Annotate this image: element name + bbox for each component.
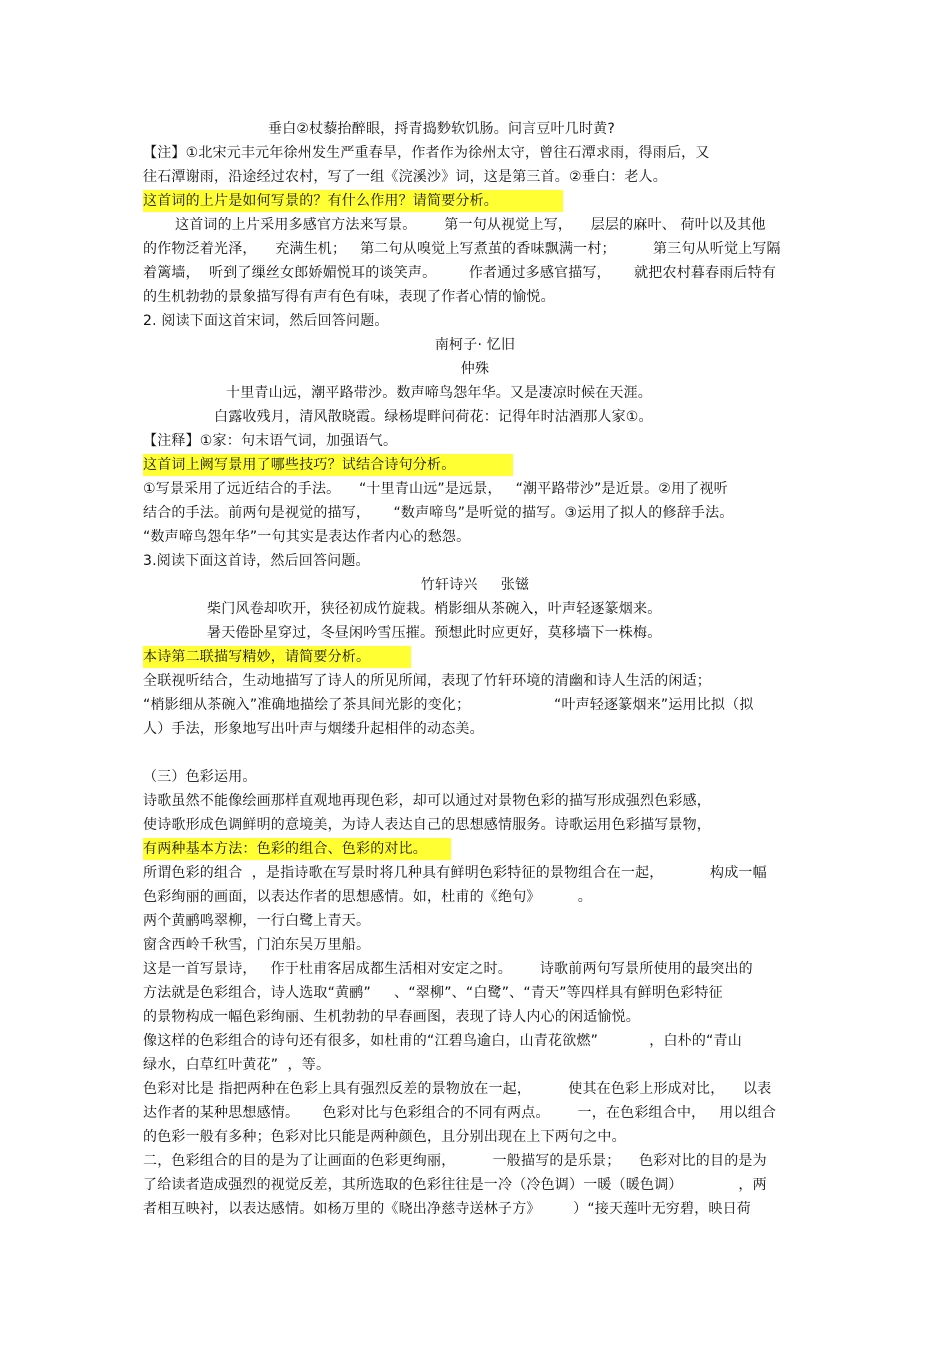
note-line: 往石潭谢雨，沿途经过农村，写了一组《浣溪沙》词，这是第三首。②垂白：老人。 <box>143 169 667 185</box>
body-line: 绿水，白草红叶黄花” ，等。 <box>143 1057 331 1073</box>
body-line: 的色彩一般有多种；色彩对比只能是两种颜色，且分别出现在上下两句之中。 <box>143 1129 626 1145</box>
poem-author: 仲殊 <box>460 361 490 377</box>
poem-title: 南柯子· 忆旧 <box>434 337 516 353</box>
poem-line: 垂白②杖藜抬醉眼，捋青捣麨软饥肠。问言豆叶几时黄? <box>268 121 615 137</box>
question-highlighted: 这首词的上片是如何写景的？有什么作用？请简要分析。 <box>143 193 498 209</box>
body-line: 色彩绚丽的画面，以表达作者的思想感情。如，杜甫的《绝句》 。 <box>143 889 592 905</box>
answer-line: ①写景采用了远近结合的手法。 “十里青山远”是远景， “潮平路带沙”是近景。②用了视听 <box>143 481 728 497</box>
note-line: 【注】①北宋元丰元年徐州发生严重春旱，作者作为徐州太守，曾往石潭求雨，得雨后，又 <box>143 145 710 161</box>
body-line: 者相互映衬，以表达感情。如杨万里的《晓出净慈寺送林子方》 ）“接天莲叶无穷碧，映日荷 <box>143 1201 752 1217</box>
poem-line: 柴门风卷却吹开，狭径初成竹旋栽。梢影细从茶碗入，叶声轻逐篆烟来。 <box>207 601 662 617</box>
poem-line: 暑天倦卧星穿过，冬昼闲吟雪压摧。预想此时应更好，莫移墙下一株梅。 <box>207 625 662 641</box>
body-line: 像这样的色彩组合的诗句还有很多，如杜甫的“江碧鸟逾白，山青花欲燃” ，白朴的“青山 <box>143 1033 742 1049</box>
question-highlighted: 这首词上阙写景用了哪些技巧？试结合诗句分析。 <box>143 457 456 473</box>
poem-line: 两个黄鹂鸣翠柳，一行白鹭上青天。 <box>143 913 371 929</box>
question-heading: 3.阅读下面这首诗，然后回答问题。 <box>143 553 370 569</box>
answer-line: 着篱墙， 听到了缫丝女郎娇媚悦耳的谈笑声。 作者通过多感官描写， 就把农村暮春雨后特有 <box>143 265 777 281</box>
answer-line: 结合的手法。前两句是视觉的描写， “数声啼鸟”是听觉的描写。③运用了拟人的修辞手法。 <box>143 505 734 521</box>
poem-line: 窗含西岭千秋雪，门泊东吴万里船。 <box>143 937 371 953</box>
body-line: 方法就是色彩组合，诗人选取“黄鹂” 、“翠柳”、“白鹭”、“青天”等四样具有鲜明色彩特征 <box>143 985 723 1001</box>
answer-line: “数声啼鸟怨年华”一句其实是表达作者内心的愁怨。 <box>143 529 471 545</box>
note-line: 【注释】①家：句末语气词，加强语气。 <box>143 433 398 449</box>
body-line: 色彩对比是 指把两种在色彩上具有强烈反差的景物放在一起， 使其在色彩上形成对比， 以表 <box>143 1081 772 1097</box>
body-line: 使诗歌形成色调鲜明的意境美，为诗人表达自己的思想感情服务。诗歌运用色彩描写景物， <box>143 817 711 833</box>
answer-line: 的生机勃勃的景象描写得有声有色有味，表现了作者心情的愉悦。 <box>143 289 555 305</box>
body-line: 所谓色彩的组合 ，是指诗歌在写景时将几种具有鲜明色彩特征的景物组合在一起， 构成一幅 <box>143 865 767 881</box>
body-line: 二，色彩组合的目的是为了让画面的色彩更绚丽， 一般描写的是乐景； 色彩对比的目的是为 <box>143 1153 767 1169</box>
body-line: 这是一首写景诗， 作于杜甫客居成都生活相对安定之时。 诗歌前两句写景所使用的最突出的 <box>143 961 753 977</box>
question-highlighted: 本诗第二联描写精妙，请简要分析。 <box>143 649 371 665</box>
question-heading: 2. 阅读下面这首宋词，然后回答问题。 <box>143 313 389 329</box>
answer-line: 人）手法，形象地写出叶声与烟缕升起相伴的动态美。 <box>143 721 484 737</box>
answer-line: 全联视听结合，生动地描写了诗人的所见所闻，表现了竹轩环境的清幽和诗人生活的闲适； <box>143 673 711 689</box>
poem-line: 白露收残月，清风散晓霞。绿杨堤畔问荷花：记得年时沽酒那人家①。 <box>214 409 653 425</box>
body-line: 了给读者造成强烈的视觉反差，其所选取的色彩往往是一冷（冷色调）一暖（暖色调） ，两 <box>143 1177 767 1193</box>
poem-title: 竹轩诗兴 张镃 <box>420 577 530 593</box>
answer-line: 这首词的上片采用多感官方法来写景。 第一句从视觉上写， 层层的麻叶、 荷叶以及其他 <box>175 217 766 233</box>
answer-line: 的作物泛着光泽， 充满生机； 第二句从嗅觉上写煮茧的香味飘满一村； 第三句从听觉上写隔 <box>143 241 781 257</box>
body-line: 诗歌虽然不能像绘画那样直观地再现色彩，却可以通过对景物色彩的描写形成强烈色彩感， <box>143 793 711 809</box>
body-line: 的景物构成一幅色彩绚丽、生机勃勃的早春画图，表现了诗人内心的闲适愉悦。 <box>143 1009 640 1025</box>
answer-line: “梢影细从茶碗入”准确地描绘了茶具间光影的变化； “叶声轻逐篆烟来”运用比拟（拟 <box>143 697 754 713</box>
method-highlighted: 有两种基本方法：色彩的组合、色彩的对比。 <box>143 841 427 857</box>
poem-line: 十里青山远，潮平路带沙。数声啼鸟怨年华。又是凄凉时候在天涯。 <box>226 385 652 401</box>
section-heading: （三）色彩运用。 <box>143 769 257 785</box>
body-line: 达作者的某种思想感情。 色彩对比与色彩组合的不同有两点。 一，在色彩组合中， 用以组合 <box>143 1105 777 1121</box>
